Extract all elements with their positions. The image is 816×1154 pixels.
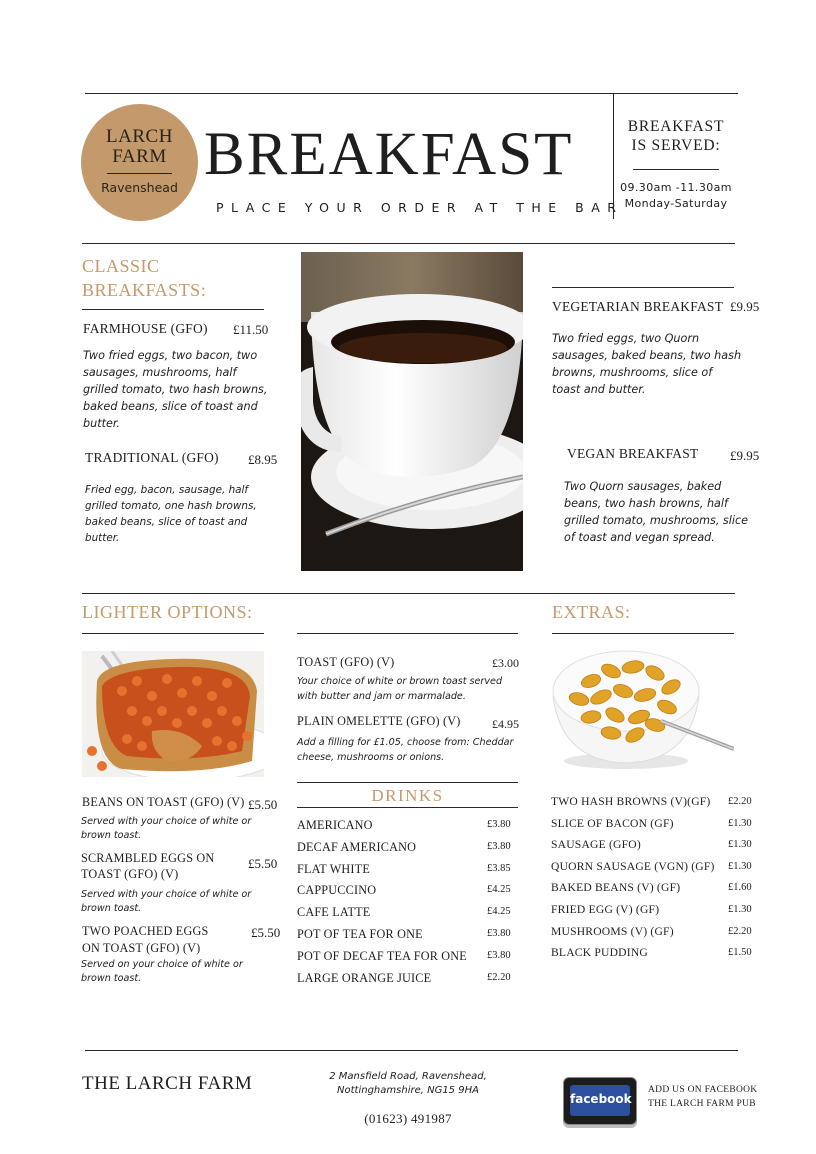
- vegetarian-name: VEGETARIAN BREAKFAST: [552, 299, 724, 314]
- footer-venue-name: THE LARCH FARM: [82, 1073, 253, 1094]
- extras-title: EXTRAS:: [552, 602, 631, 622]
- served-title-line1: BREAKFAST: [627, 118, 725, 135]
- facebook-line1: ADD US ON FACEBOOK: [648, 1085, 758, 1095]
- lighter-rule: [82, 633, 264, 634]
- traditional-desc: Fried egg, bacon, sausage, half grilled tomato, one hash browns, baked beans, slice of toast and butter.: [85, 484, 257, 544]
- extra-item-6-price: £2.20: [728, 925, 752, 937]
- farmhouse-price: £11.50: [233, 322, 269, 337]
- middle-rule: [82, 593, 735, 594]
- omelette-desc: Add a filling for £1.05, choose from: Cheddar cheese, mushrooms or onions.: [297, 737, 514, 763]
- served-divider: [633, 169, 719, 170]
- extra-item-0-price: £2.20: [728, 796, 752, 807]
- poached-eggs-name-2: ON TOAST (GFO) (V): [82, 941, 201, 955]
- extra-item-5-name: FRIED EGG (V) (GF): [551, 903, 660, 916]
- extra-item-7-name: BLACK PUDDING: [551, 946, 648, 960]
- farmhouse-desc: Two fried eggs, two bacon, two sausages, mushrooms, half grilled tomato, two hash browns, baked beans, slice of toast and butter.: [83, 349, 268, 430]
- toast-name: TOAST (GFO) (V): [297, 655, 395, 669]
- beans-on-toast-name: BEANS ON TOAST (GFO) (V): [82, 795, 245, 809]
- extra-item-4-name: BAKED BEANS (V) (GF): [551, 881, 681, 895]
- omelette-price: £4.95: [492, 717, 519, 731]
- extra-item-3-name: QUORN SAUSAGE (VGN) (GF): [551, 859, 715, 873]
- scrambled-eggs-name-1: SCRAMBLED EGGS ON: [81, 851, 215, 865]
- drink-item-3-price: £4.25: [487, 884, 511, 896]
- toast-desc: Your choice of white or brown toast served with butter and jam or marmalade.: [297, 676, 503, 702]
- logo-line1: LARCH: [106, 126, 173, 147]
- poached-eggs-desc: Served on your choice of white or brown toast.: [81, 959, 243, 984]
- vegetarian-rule: [552, 287, 734, 288]
- classic-title-line2: BREAKFASTS:: [82, 280, 207, 300]
- drink-item-2-name: FLAT WHITE: [297, 861, 370, 876]
- extras-rule: [552, 633, 734, 634]
- drink-item-4-price: £4.25: [487, 906, 511, 918]
- footer-address-line2: Nottinghamshire, NG15 9HA: [337, 1085, 479, 1096]
- poached-eggs-price: £5.50: [251, 925, 281, 940]
- traditional-name: TRADITIONAL (GFO): [85, 450, 219, 465]
- footer-phone: (01623) 491987: [364, 1111, 452, 1126]
- beans-on-toast-image: [82, 651, 264, 777]
- beans-on-toast-desc: Served with your choice of white or brown toast.: [81, 816, 252, 841]
- drink-item-5-name: POT OF TEA FOR ONE: [297, 927, 423, 941]
- drink-item-7-name: LARGE ORANGE JUICE: [297, 970, 432, 985]
- coffee-cup-image: [301, 252, 523, 571]
- drinks-bottom-rule: [297, 807, 518, 808]
- logo-badge: [81, 104, 198, 221]
- page-title: BREAKFAST: [204, 121, 574, 188]
- header-bottom-rule: [82, 243, 735, 244]
- extra-item-2-price: £1.30: [728, 839, 752, 851]
- drink-item-6-price: £3.80: [487, 949, 511, 961]
- header-top-rule: [85, 93, 738, 94]
- vegan-desc: Two Quorn sausages, baked beans, two hash browns, half grilled tomato, mushrooms, slice of toast and vegan spread.: [564, 480, 749, 544]
- classic-title-line1: CLASSIC: [82, 256, 160, 276]
- logo-place: Ravenshead: [101, 180, 178, 195]
- extra-item-6-name: MUSHROOMS (V) (GF): [551, 924, 674, 938]
- lighter-title: LIGHTER OPTIONS:: [82, 602, 253, 622]
- facebook-logo-text: facebook: [570, 1092, 632, 1106]
- drinks-title: DRINKS: [371, 786, 444, 805]
- toast-rule: [297, 633, 518, 634]
- logo-divider: [107, 173, 172, 174]
- drinks-top-rule: [297, 782, 518, 783]
- facebook-line2: THE LARCH FARM PUB: [648, 1099, 756, 1109]
- drink-item-0-price: £3.80: [487, 819, 511, 830]
- footer-address-line1: 2 Mansfield Road, Ravenshead,: [329, 1071, 487, 1082]
- vegetarian-price: £9.95: [730, 299, 760, 314]
- farmhouse-name: FARMHOUSE (GFO): [83, 321, 208, 336]
- omelette-name: PLAIN OMELETTE (GFO) (V): [297, 714, 461, 728]
- drink-item-4-name: CAFE LATTE: [297, 905, 371, 920]
- drink-item-3-name: CAPPUCCINO: [297, 883, 377, 898]
- extra-item-7-price: £1.50: [728, 947, 752, 959]
- extra-item-4-price: £1.60: [728, 882, 752, 894]
- vegan-price: £9.95: [730, 448, 760, 463]
- footer-rule: [85, 1050, 738, 1051]
- traditional-price: £8.95: [248, 452, 278, 467]
- facebook-logo-screen: [570, 1085, 630, 1116]
- extra-item-2-name: SAUSAGE (GFO): [551, 838, 641, 852]
- extra-item-1-name: SLICE OF BACON (GF): [551, 816, 674, 830]
- vegan-name: VEGAN BREAKFAST: [567, 446, 699, 461]
- extra-item-1-price: £1.30: [728, 817, 752, 829]
- beans-on-toast-price: £5.50: [248, 797, 278, 812]
- classic-rule: [82, 309, 264, 310]
- served-days: Monday-Saturday: [624, 197, 728, 210]
- drink-item-6-name: POT OF DECAF TEA FOR ONE: [297, 948, 467, 963]
- drink-item-5-price: £3.80: [487, 928, 511, 939]
- cereal-bowl-image: [551, 641, 734, 776]
- vegetarian-desc: Two fried eggs, two Quorn sausages, baked beans, two hash browns, mushrooms, slice of toast and butter.: [552, 332, 742, 396]
- facebook-logo[interactable]: [563, 1077, 637, 1125]
- extra-item-3-price: £1.30: [728, 860, 752, 872]
- drink-item-2-price: £3.85: [487, 862, 511, 874]
- drink-item-1-price: £3.80: [487, 840, 511, 852]
- toast-price: £3.00: [492, 656, 519, 670]
- extra-item-0-name: TWO HASH BROWNS (V)(GF): [551, 795, 711, 808]
- poached-eggs-name-1: TWO POACHED EGGS: [82, 924, 209, 938]
- extra-item-5-price: £1.30: [728, 904, 752, 915]
- scrambled-eggs-price: £5.50: [248, 856, 278, 871]
- served-hours: 09.30am -11.30am: [620, 181, 732, 194]
- scrambled-eggs-name-2: TOAST (GFO) (V): [81, 867, 179, 881]
- scrambled-eggs-desc: Served with your choice of white or brown toast.: [81, 889, 252, 914]
- drink-item-0-name: AMERICANO: [297, 818, 373, 832]
- logo-line2: FARM: [112, 146, 167, 167]
- page-subtitle: PLACE YOUR ORDER AT THE BAR: [216, 200, 624, 215]
- drink-item-1-name: DECAF AMERICANO: [297, 839, 417, 854]
- served-title-line2: IS SERVED:: [631, 137, 721, 154]
- drink-item-7-price: £2.20: [487, 971, 511, 983]
